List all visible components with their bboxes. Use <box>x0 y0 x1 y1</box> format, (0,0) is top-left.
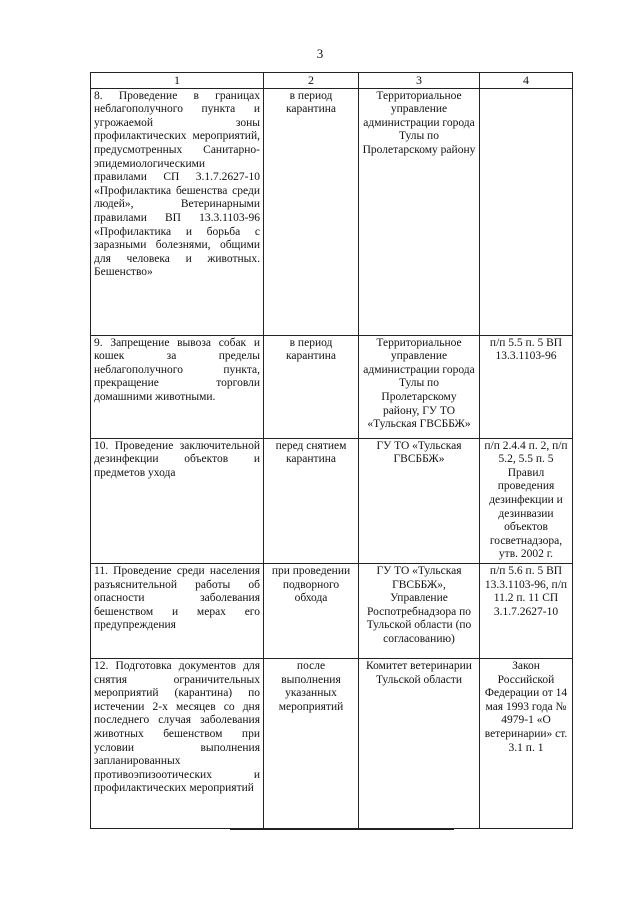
term-cell: после выполнения указанных мероприятий <box>264 658 359 828</box>
column-header: 3 <box>359 73 480 89</box>
executor-cell: ГУ ТО «Тульская ГВСББЖ», Управление Роспотребнадзора по Тульской области (по согласованию) <box>359 563 480 658</box>
term-cell: перед снятием карантина <box>264 438 359 563</box>
end-of-document-rule <box>230 829 454 830</box>
measures-table <box>90 72 573 829</box>
column-header: 1 <box>91 73 264 89</box>
table-row <box>91 563 573 658</box>
term-cell: в период карантина <box>264 335 359 438</box>
table-row <box>91 335 573 438</box>
term-cell: при проведении подворного обхода <box>264 563 359 658</box>
basis-cell: п/п 5.6 п. 5 ВП 13.3.1103-96, п/п 11.2 п. 11 СП 3.1.7.2627-10 <box>480 563 573 658</box>
executor-cell: Территориальное управление администрации города Тулы по Пролетарскому району <box>359 88 480 335</box>
executor-cell: Комитет ветеринарии Тульской области <box>359 658 480 828</box>
executor-cell: Территориальное управление администрации города Тулы по Пролетарскому району, ГУ ТО «Тульская ГВСББЖ» <box>359 335 480 438</box>
term-cell: в период карантина <box>264 88 359 335</box>
executor-cell: ГУ ТО «Тульская ГВСББЖ» <box>359 438 480 563</box>
basis-cell: Закон Российской Федерации от 14 мая 1993 года № 4979-1 «О ветеринарии» ст. 3.1 п. 1 <box>480 658 573 828</box>
column-header: 2 <box>264 73 359 89</box>
measure-cell: 10. Проведение заключительной дезинфекции объектов и предметов ухода <box>91 438 264 563</box>
table-header-row <box>91 73 573 89</box>
table-row <box>91 658 573 828</box>
measure-cell: 9. Запрещение вывоза собак и кошек за пределы неблагополучного пункта, прекращение торговли домашними животными. <box>91 335 264 438</box>
measure-cell: 8. Проведение в границах неблагополучного пункта и угрожаемой зоны профилактических мероприятий, предусмотренных Санитарно-эпидемиологическими правилами СП 3.1.7.2627-10 «Профилактика бешенства среди людей», Ветеринарными правилами ВП 13.3.1103-96 «Профилактика и борьба с заразными болезнями, общими для человека и животных. Бешенство» <box>91 88 264 335</box>
column-header: 4 <box>480 73 573 89</box>
basis-cell <box>480 88 573 335</box>
basis-cell: п/п 2.4.4 п. 2, п/п 5.2, 5.5 п. 5 Правил проведения дезинфекции и дезинвазии объектов госветнадзора, утв. 2002 г. <box>480 438 573 563</box>
page-number: 3 <box>316 46 324 61</box>
measure-cell: 12. Подготовка документов для снятия ограничительных мероприятий (карантина) по истечении 2-х месяцев со дня последнего случая заболевания животных бешенством при условии выполнения запланированных противоэпизоотических и профилактических мероприятий <box>91 658 264 828</box>
measure-cell: 11. Проведение среди населения разъяснительной работы об опасности заболевания бешенством и мерах его предупреждения <box>91 563 264 658</box>
basis-cell: п/п 5.5 п. 5 ВП 13.3.1103-96 <box>480 335 573 438</box>
table-row <box>91 438 573 563</box>
table-row <box>91 88 573 335</box>
